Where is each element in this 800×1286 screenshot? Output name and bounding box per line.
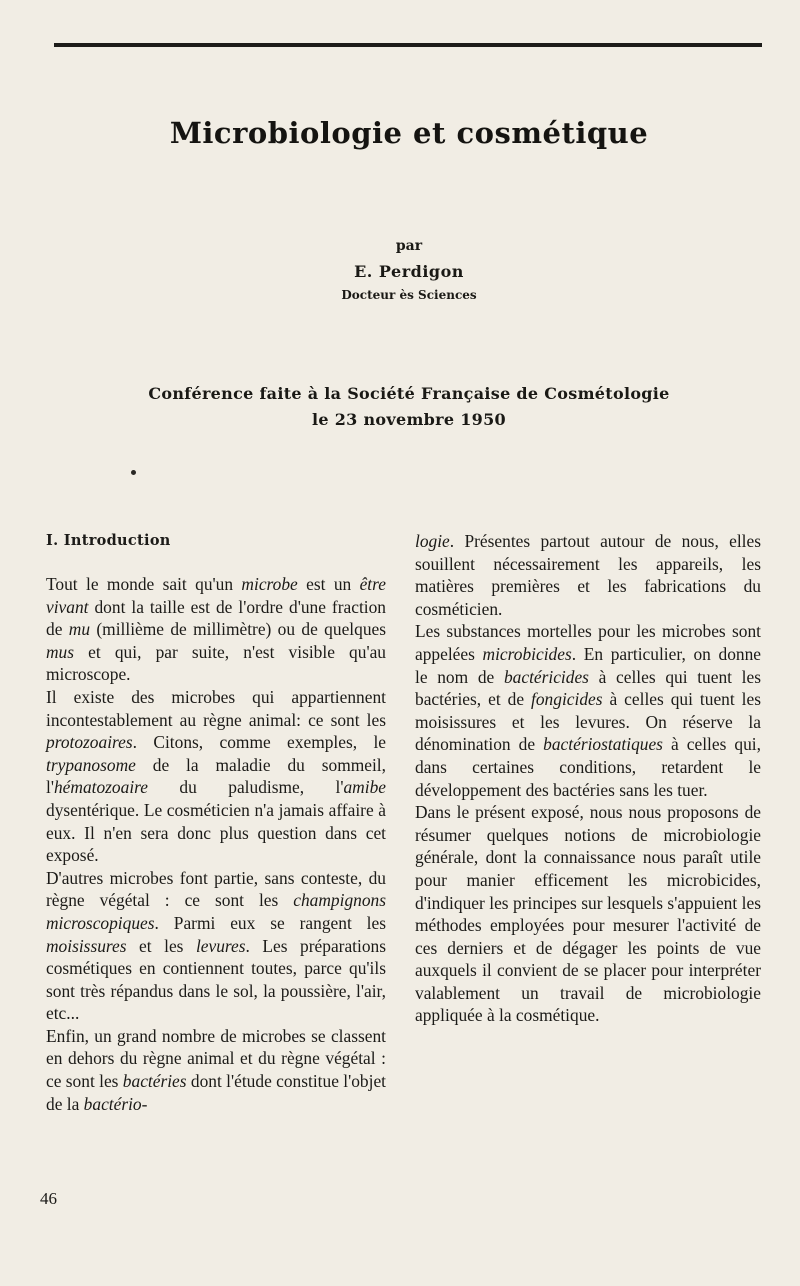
paragraph: Les substances mortelles pour les microbes sont appelées microbicides. En particulier, on donne le nom de bactéricides à celles qui tuent les bactéries, et de fongicides à celles qui tuent les moisissures et les levures. On réserve la dénomination de bactériostatiques à celles qui, dans certaines conditions, retardent le développement des bactéries sans les tuer. <box>415 621 762 800</box>
italic-term: amibe <box>343 777 386 798</box>
paragraph: logie. Présentes partout autour de nous, elles souillent nécessairement les appareils, les matières premières et les fabrications du cosméticien. <box>415 531 761 619</box>
italic-term: être vivant <box>46 574 386 617</box>
section-heading: I. Introduction <box>46 532 171 549</box>
italic-term: levures <box>195 935 246 956</box>
decorative-dot <box>131 470 136 475</box>
article-title: Microbiologie et cosmétique <box>169 116 649 150</box>
paragraph: Il existe des microbes qui appartiennent incontestablement au règne animal: ce sont les protozoaires. Citons, comme exemples, le trypanosome de la maladie du sommeil, l'hématozoaire du paludisme, l'amibe dysentérique. Le cosméticien n'a jamais affaire à eux. Il n'en sera donc plus question dans cet exposé. <box>46 686 386 866</box>
italic-term: bactério- <box>83 1093 148 1114</box>
italic-term: hématozoaire <box>53 777 148 798</box>
italic-term: mus <box>46 641 75 662</box>
paragraph: Enfin, un grand nombre de microbes se classent en dehors du règne animal et du règne végétal : ce sont les bactéries dont l'étude constitue l'objet de la bactério- <box>46 1025 387 1114</box>
italic-term: mu <box>68 619 91 640</box>
italic-term: logie <box>415 531 450 551</box>
italic-term: fongicides <box>531 689 603 710</box>
italic-term: bactéricides <box>503 666 589 687</box>
italic-term: moisissures <box>46 935 127 956</box>
paragraph: Dans le présent exposé, nous nous proposons de résumer quelques notions de microbiologie générale, dont la connaissance nous paraît utile pour manier efficement les microbicides, d'indiquer les principes sur lesquels s'appuient les méthodes employées pour mesurer l'activité de ces derniers et de dégager les points de vue auxquels il convient de se placer pour interpréter valablement un travail de microbiologie appliquée à la cosmétique. <box>415 802 761 1026</box>
author-name: E. Perdigon <box>354 262 464 281</box>
italic-term: microbe <box>241 574 298 594</box>
page-number: 46 <box>40 1189 57 1208</box>
author-degree: Docteur ès Sciences <box>341 288 477 302</box>
top-rule <box>54 43 762 47</box>
conference-line-2: le 23 novembre 1950 <box>312 410 506 429</box>
paragraph: D'autres microbes font partie, sans conteste, du règne végétal : ce sont les champignons microscopiques. Parmi eux se rangent les moisissures et les levures. Les préparations cosmétiques en contiennent toutes, parce qu'ils sont très répandus dans le sol, la poussière, l'air, etc... <box>46 867 386 1024</box>
italic-term: microbicides <box>482 643 572 664</box>
italic-term: bactériostatiques <box>543 734 663 755</box>
left-column <box>46 530 386 1115</box>
byline-par: par <box>395 238 423 254</box>
italic-term: protozoaires <box>46 732 133 753</box>
paragraph: Tout le monde sait qu'un microbe est un être vivant dont la taille est de l'ordre d'une fraction de mu (millième de millimètre) ou de quelques mus et qui, par suite, n'est visible qu'au microscope. <box>46 574 386 685</box>
italic-term: bactéries <box>122 1071 187 1092</box>
right-column <box>415 530 761 1027</box>
italic-term: trypanosome <box>46 754 136 775</box>
conference-line-1: Conférence faite à la Société Française de Cosmétologie <box>148 384 670 403</box>
italic-term: champignons microscopiques <box>46 890 386 933</box>
